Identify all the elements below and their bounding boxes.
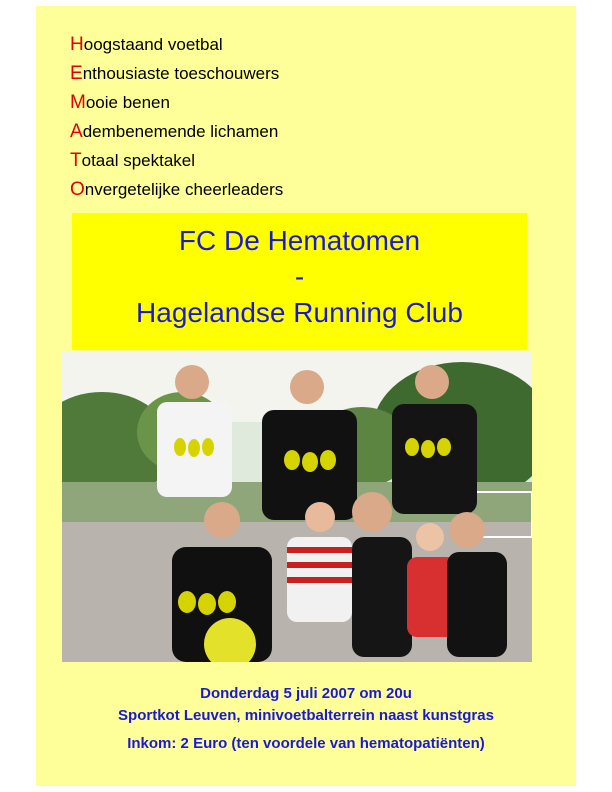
team-photo-illustration: [62, 352, 532, 662]
entry-fee-text: Inkom: 2 Euro (ten voordele van hematopatiënten): [127, 735, 485, 752]
acrostic-text: nvergetelijke cheerleaders: [84, 180, 284, 199]
acrostic-line-h: [70, 30, 283, 59]
match-title-box: [72, 213, 527, 350]
acrostic-text: otaal spektakel: [81, 151, 196, 170]
acrostic-text: oogstaand voetbal: [83, 35, 223, 54]
acrostic-line-e: [70, 59, 283, 88]
away-team-name: Hagelandse Running Club: [136, 297, 463, 328]
acrostic-text: ooie benen: [85, 93, 170, 112]
acrostic-list: [70, 30, 283, 204]
acrostic-letter: T: [70, 150, 82, 171]
team-photo: [62, 352, 532, 662]
acrostic-letter: E: [70, 63, 83, 84]
acrostic-letter: H: [70, 34, 84, 55]
location-text: Sportkot Leuven, minivoetbalterrein naast kunstgras: [118, 707, 494, 724]
acrostic-text: nthousiaste toeschouwers: [82, 64, 280, 83]
acrostic-line-a: [70, 117, 283, 146]
acrostic-line-t: [70, 146, 283, 175]
acrostic-letter: A: [70, 121, 83, 142]
acrostic-line-m: [70, 88, 283, 117]
acrostic-text: dembenemende lichamen: [82, 122, 279, 141]
acrostic-line-o: [70, 175, 283, 204]
date-time-text: Donderdag 5 juli 2007 om 20u: [200, 685, 412, 702]
home-team-name: FC De Hematomen: [178, 225, 421, 256]
acrostic-letter: O: [70, 179, 85, 200]
acrostic-letter: M: [70, 92, 86, 113]
match-separator: -: [294, 261, 305, 292]
